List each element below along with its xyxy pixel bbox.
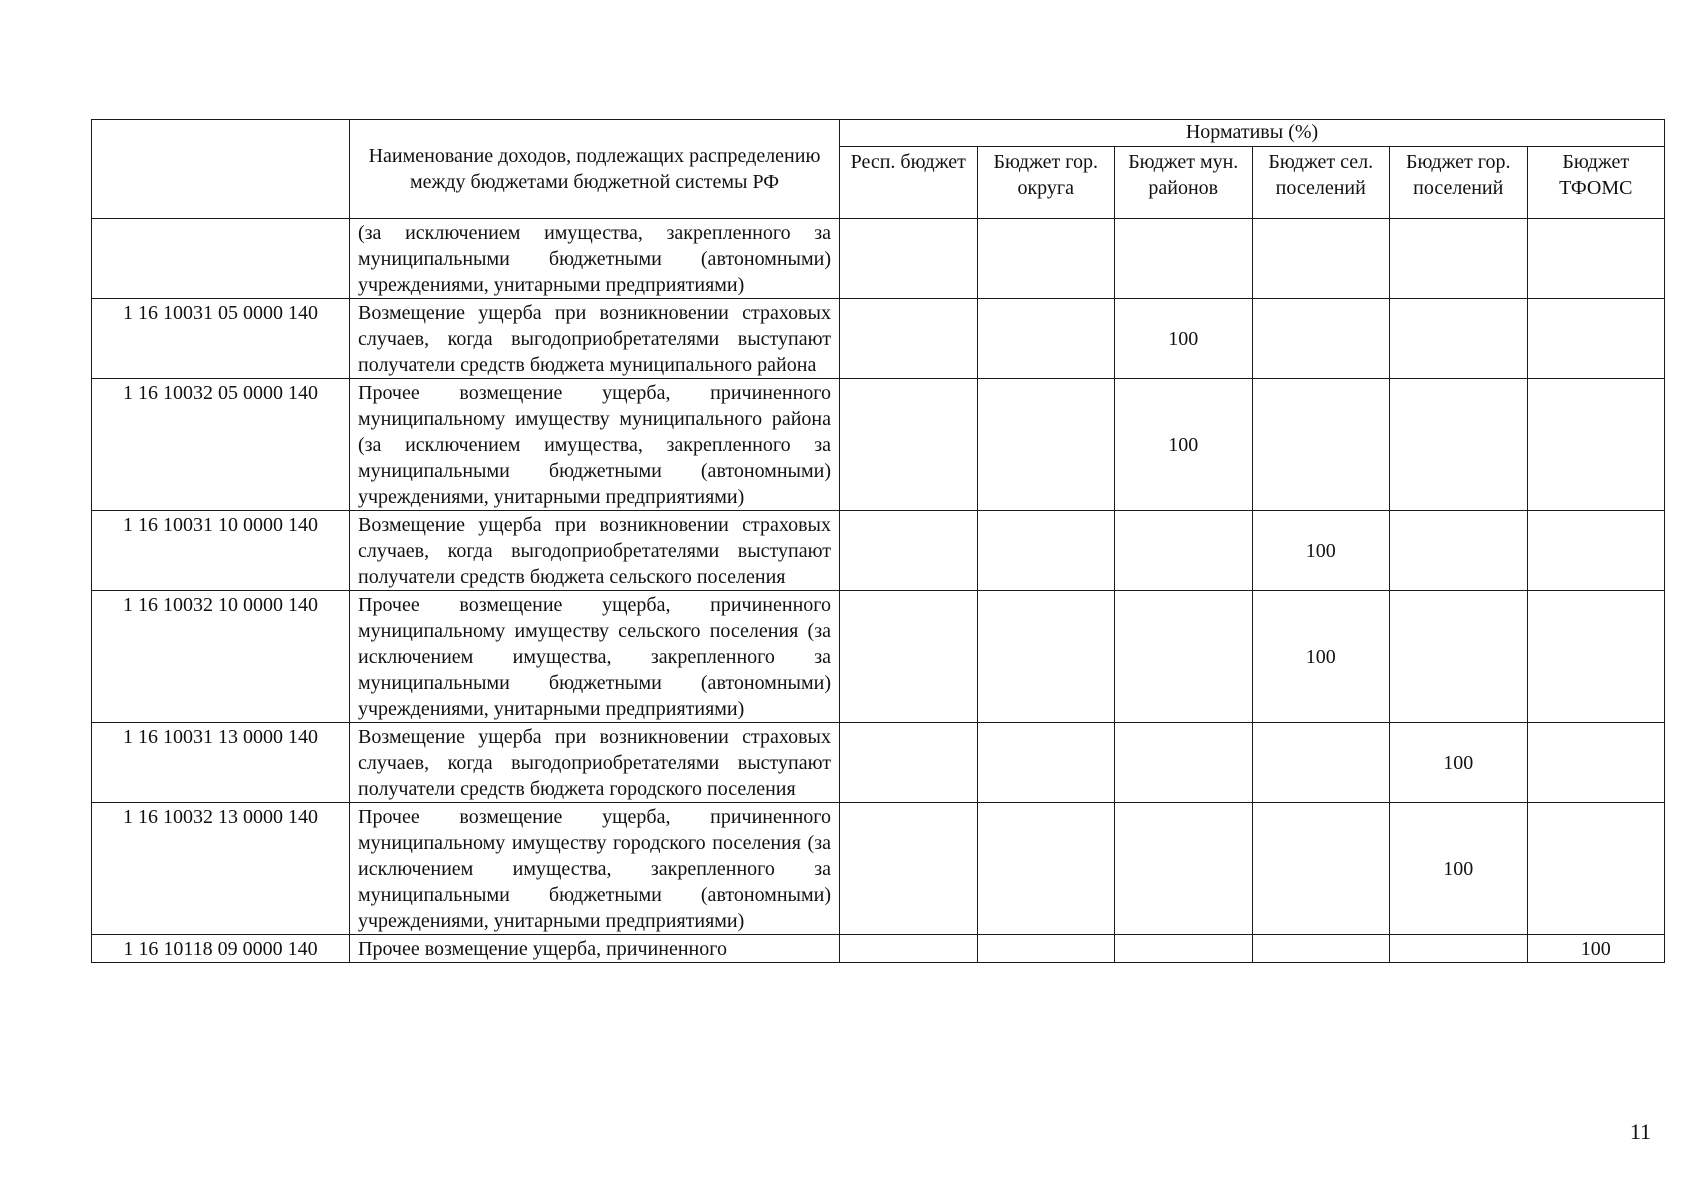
table-row [92, 935, 1665, 963]
norm-cell-tfoms-budget [1527, 723, 1665, 803]
norm-cell-resp-budget [840, 591, 978, 723]
norm-cell-city-district-budget [977, 511, 1115, 591]
table-row [92, 219, 1665, 299]
revenue-name-cell: Возмещение ущерба при возникновении страховых случаев, когда выгодоприобретателями выступают получатели средств бюджета муниципального района [350, 299, 840, 379]
norm-cell-resp-budget [840, 379, 978, 511]
revenue-code-cell: 1 16 10118 09 0000 140 [92, 935, 350, 963]
page-number: 11 [1629, 1119, 1651, 1144]
header-code-cell [92, 120, 350, 219]
norm-cell-resp-budget [840, 299, 978, 379]
header-resp-budget: Респ. бюджет [840, 147, 978, 219]
header-urban-settlements-budget: Бюджет гор. поселений [1390, 147, 1528, 219]
revenue-name-cell: Прочее возмещение ущерба, причиненного [350, 935, 840, 963]
norm-cell-rural-settlements-budget [1252, 299, 1390, 379]
header-norms-group: Нормативы (%) [840, 120, 1665, 147]
norm-cell-city-district-budget [977, 379, 1115, 511]
norm-cell-city-district-budget [977, 935, 1115, 963]
norm-cell-tfoms-budget [1527, 299, 1665, 379]
revenue-name-cell: (за исключением имущества, закрепленного за муниципальными бюджетными (автономными) учреждениями, унитарными предприятиями) [350, 219, 840, 299]
norm-cell-urban-settlements-budget [1390, 219, 1528, 299]
table-row [92, 723, 1665, 803]
norm-cell-urban-settlements-budget [1390, 591, 1528, 723]
norm-cell-municipal-districts-budget [1115, 591, 1253, 723]
norm-cell-urban-settlements-budget [1390, 935, 1528, 963]
revenue-code-cell [92, 219, 350, 299]
norm-cell-municipal-districts-budget [1115, 803, 1253, 935]
revenue-name-cell: Прочее возмещение ущерба, причиненного муниципальному имуществу сельского поселения (за исключением имущества, закрепленного за муниципальными бюджетными (автономными) учреждениями, унитарными предприятиями) [350, 591, 840, 723]
norm-cell-city-district-budget [977, 591, 1115, 723]
norm-cell-city-district-budget [977, 803, 1115, 935]
table-row [92, 379, 1665, 511]
norm-cell-urban-settlements-budget: 100 [1390, 723, 1528, 803]
norm-cell-municipal-districts-budget: 100 [1115, 379, 1253, 511]
table-row [92, 803, 1665, 935]
revenue-name-cell: Прочее возмещение ущерба, причиненного муниципальному имуществу городского поселения (за исключением имущества, закрепленного за муниципальными бюджетными (автономными) учреждениями, унитарными предприятиями) [350, 803, 840, 935]
norm-cell-tfoms-budget [1527, 591, 1665, 723]
norm-cell-urban-settlements-budget [1390, 379, 1528, 511]
norm-cell-resp-budget [840, 723, 978, 803]
norm-cell-resp-budget [840, 803, 978, 935]
norm-cell-resp-budget [840, 219, 978, 299]
norm-cell-tfoms-budget [1527, 379, 1665, 511]
revenue-name-cell: Возмещение ущерба при возникновении страховых случаев, когда выгодоприобретателями выступают получатели средств бюджета сельского поселения [350, 511, 840, 591]
norm-cell-rural-settlements-budget [1252, 219, 1390, 299]
table-row [92, 591, 1665, 723]
norm-cell-urban-settlements-budget: 100 [1390, 803, 1528, 935]
norm-cell-rural-settlements-budget [1252, 803, 1390, 935]
header-municipal-districts-budget: Бюджет мун. районов [1115, 147, 1253, 219]
norm-cell-rural-settlements-budget [1252, 935, 1390, 963]
norm-cell-municipal-districts-budget [1115, 219, 1253, 299]
norm-cell-municipal-districts-budget [1115, 723, 1253, 803]
norm-cell-resp-budget [840, 511, 978, 591]
norm-cell-rural-settlements-budget [1252, 379, 1390, 511]
header-name-column: Наименование доходов, подлежащих распределению между бюджетами бюджетной системы РФ [350, 120, 840, 219]
norm-cell-city-district-budget [977, 299, 1115, 379]
revenue-code-cell: 1 16 10032 10 0000 140 [92, 591, 350, 723]
table-row [92, 299, 1665, 379]
norm-cell-rural-settlements-budget [1252, 723, 1390, 803]
norm-cell-resp-budget [840, 935, 978, 963]
revenue-norms-table [91, 119, 1665, 963]
norm-cell-tfoms-budget [1527, 511, 1665, 591]
revenue-code-cell: 1 16 10032 13 0000 140 [92, 803, 350, 935]
norm-cell-city-district-budget [977, 723, 1115, 803]
norm-cell-tfoms-budget [1527, 219, 1665, 299]
revenue-code-cell: 1 16 10031 05 0000 140 [92, 299, 350, 379]
norm-cell-urban-settlements-budget [1390, 299, 1528, 379]
revenue-name-cell: Возмещение ущерба при возникновении страховых случаев, когда выгодоприобретателями выступают получатели средств бюджета городского поселения [350, 723, 840, 803]
norm-cell-municipal-districts-budget [1115, 935, 1253, 963]
table-row [92, 511, 1665, 591]
norm-cell-tfoms-budget [1527, 803, 1665, 935]
header-city-district-budget: Бюджет гор. округа [977, 147, 1115, 219]
revenue-code-cell: 1 16 10032 05 0000 140 [92, 379, 350, 511]
revenue-code-cell: 1 16 10031 10 0000 140 [92, 511, 350, 591]
norm-cell-city-district-budget [977, 219, 1115, 299]
norm-cell-rural-settlements-budget: 100 [1252, 511, 1390, 591]
norm-cell-urban-settlements-budget [1390, 511, 1528, 591]
revenue-name-cell: Прочее возмещение ущерба, причиненного муниципальному имуществу муниципального района (за исключением имущества, закрепленного за муниципальными бюджетными (автономными) учреждениями, унитарными предприятиями) [350, 379, 840, 511]
header-tfoms-budget: Бюджет ТФОМС [1527, 147, 1665, 219]
norm-cell-rural-settlements-budget: 100 [1252, 591, 1390, 723]
norm-cell-municipal-districts-budget: 100 [1115, 299, 1253, 379]
norm-cell-municipal-districts-budget [1115, 511, 1253, 591]
revenue-code-cell: 1 16 10031 13 0000 140 [92, 723, 350, 803]
header-rural-settlements-budget: Бюджет сел. поселений [1252, 147, 1390, 219]
norm-cell-tfoms-budget: 100 [1527, 935, 1665, 963]
